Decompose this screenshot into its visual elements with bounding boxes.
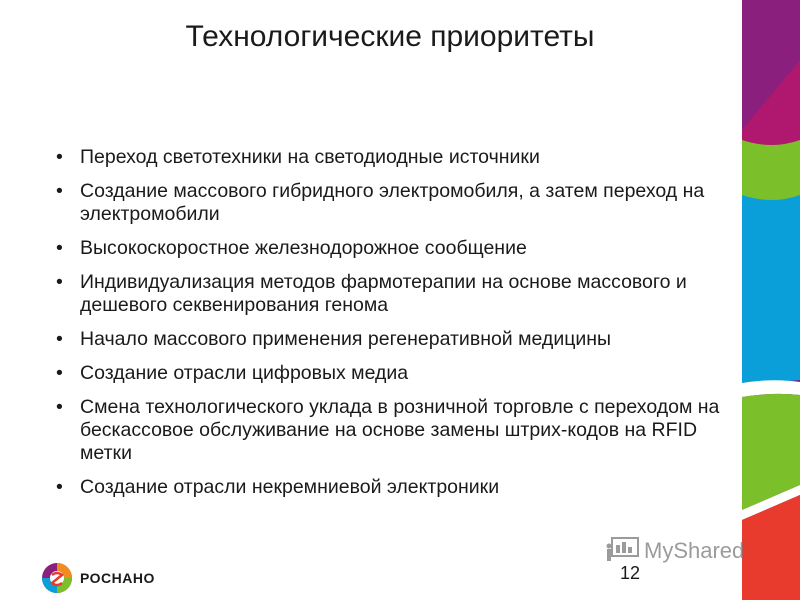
rosnano-logo-icon [40, 561, 74, 595]
bullet-list [56, 146, 726, 510]
page-number: 12 [620, 563, 641, 583]
bullet-text: Переход светотехники на светодиодные источники [80, 146, 540, 168]
slide-title: Технологические приоритеты [185, 20, 595, 53]
bullet-text: Начало массового применения регенеративной медицины [80, 328, 612, 350]
bullet-dot: • [56, 271, 63, 293]
rosnano-logo [40, 560, 155, 596]
bullet-item [56, 237, 726, 260]
stripe-cyan-band [742, 195, 800, 385]
bullet-item [56, 362, 726, 385]
watermark [606, 536, 744, 566]
decorative-color-stripe [742, 0, 800, 600]
presentation-board-icon [606, 536, 640, 566]
watermark-text: MyShared [644, 538, 745, 563]
bullet-text: Создание отрасли цифровых медиа [80, 362, 409, 384]
bullet-dot: • [56, 362, 63, 384]
bullet-item [56, 396, 726, 465]
bullet-item [56, 180, 726, 226]
bullet-text: Высокоскоростное железнодорожное сообщение [80, 237, 527, 259]
bullet-text: Создание отрасли некремниевой электроники [80, 476, 500, 498]
stripe-green-band [742, 140, 800, 204]
bullet-dot: • [56, 476, 63, 498]
bullet-dot: • [56, 328, 63, 350]
bullet-text: Смена технологического уклада в розничной торговле с переходом на бескассовое обслуживание на основе замены штрих-кодов на RFID метки [80, 396, 720, 464]
bullet-item [56, 476, 726, 499]
bullet-item [56, 146, 726, 169]
bullet-dot: • [56, 180, 63, 202]
bullet-dot: • [56, 237, 63, 259]
bullet-text: Создание массового гибридного электромобиля, а затем переход на электромобили [80, 180, 705, 225]
bullet-item [56, 271, 726, 317]
bullet-item [56, 328, 726, 351]
rosnano-logo-text: РОСНАНО [80, 570, 155, 586]
bullet-dot: • [56, 396, 63, 418]
bullet-dot: • [56, 146, 63, 168]
bullet-text: Индивидуализация методов фармотерапии на основе массового и дешевого секвенирования генома [80, 271, 687, 316]
